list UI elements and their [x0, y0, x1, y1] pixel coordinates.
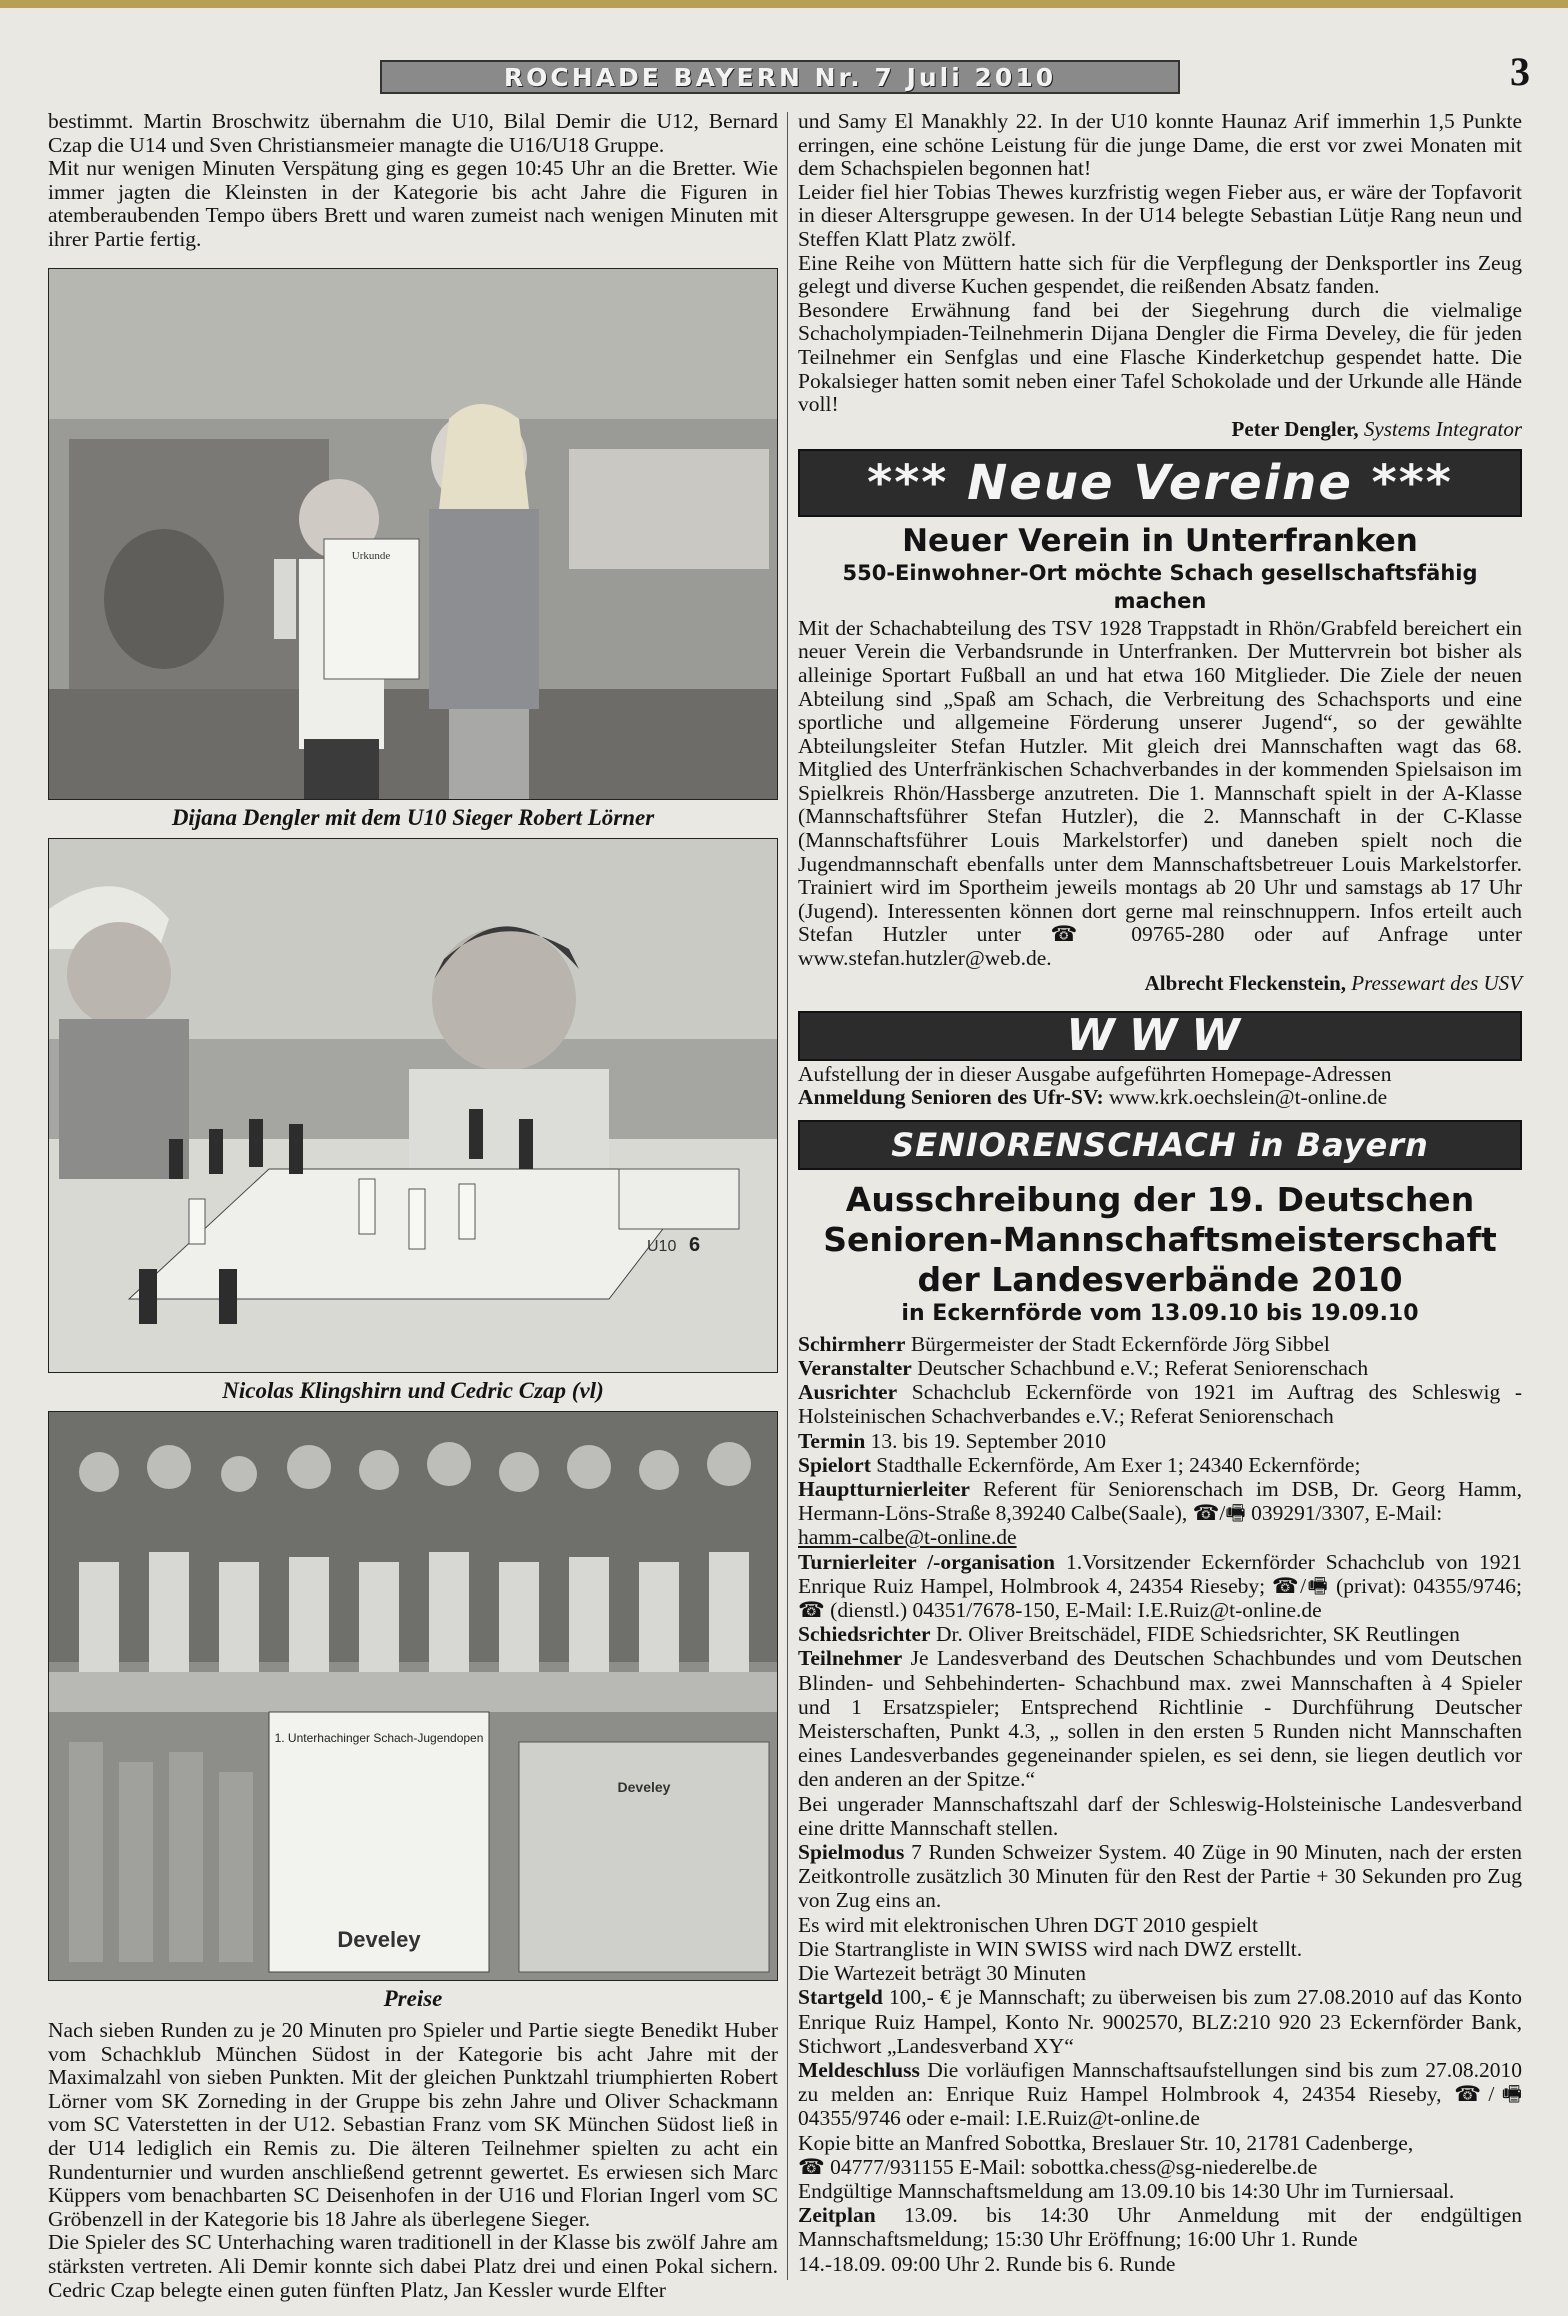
detail-item: [798, 1429, 1522, 1453]
detail-text: Bürgermeister der Stadt Eckernförde Jörg Sibbel: [910, 1331, 1330, 1356]
detail-text: 100,- € je Mannschaft; zu überweisen bis zum 27.08.2010 auf das Konto Enrique Ruiz Hampel, Konto Nr. 9002570, BLZ:210 920 23 Eckernförder Bank, Stichwort „Landesverband XY“: [798, 1985, 1523, 2058]
ausschreibung-title: [798, 1180, 1522, 1300]
paragraph: Eine Reihe von Müttern hatte sich für die Verpflegung der Denksportler ins Zeug gelegt und diverse Kuchen gespendet, die reißenden Absatz fanden.: [798, 250, 1522, 299]
detail-text: Je Landesverband des Deutschen Schachbundes und vom Deutschen Blinden- und Sehbehinderten- Schachbund max. zwei Mannschaften à 4 Spieler und 1 Ersatzspieler; Entsprechend Richtlinie - Durchführung Deutscher Meisterschaften, Punkt 4.3, „ sollen in den ersten 5 Runden nicht Mannschaften eines Landesverbandes gegeneinander spielen, es sei denn, sie liegen deutlich vor den anderen an der Spitze.“: [798, 1646, 1523, 1792]
detail-item: [798, 2131, 1522, 2155]
detail-item: [798, 1477, 1522, 1525]
detail-text: 14.-18.09. 09:00 Uhr 2. Runde bis 6. Runde: [798, 2251, 1176, 2276]
photo-chess-players-image: [49, 839, 778, 1373]
masthead: ROCHADE BAYERN Nr. 7 Juli 2010: [380, 60, 1180, 94]
author-name: Albrecht Fleckenstein,: [1144, 970, 1347, 995]
detail-text: 1.Vorsitzender Eckernförder Schachclub von 1921 Enrique Ruiz Hampel, Holmbrook 4, 24354 Rieseby; ☎/🖷 (privat): 04355/9746; ☎ (dienstl.) 04351/7678-150, E-Mail: I.E.Ruiz@t-online.de: [798, 1549, 1522, 1623]
author-name: Peter Dengler,: [1231, 416, 1359, 441]
www-entry-label: Anmeldung Senioren des Ufr-SV:: [798, 1085, 1104, 1110]
detail-label: Schirmherr: [798, 1331, 906, 1356]
detail-label: Ausrichter: [798, 1380, 898, 1405]
page-edge: [0, 0, 1568, 8]
author-role: Pressewart des USV: [1351, 970, 1522, 995]
detail-item: [798, 1525, 1522, 1549]
column-divider: [787, 112, 788, 2280]
detail-item: [798, 1356, 1522, 1380]
author-signature: [798, 417, 1522, 441]
table-sign: 6: [689, 1234, 701, 1256]
paragraph: Besondere Erwähnung fand bei der Siegehrung durch die vielmalige Schacholympiaden-Teilnehmerin Dijana Dengler die Firma Develey, die für jeden Teilnehmer ein Senfglas und eine Flasche Kinderketchup gespendet hatte. Die Pokalsieger hatten somit neben einer Tafel Schokolade und der Urkunde alle Hände voll!: [798, 297, 1522, 417]
paragraph: Leider fiel hier Tobias Thewes kurzfristig wegen Fieber aus, er wäre der Topfavorit in dieser Altersgruppe gewesen. In der U14 belegte Sebastian Lütje Rang neun und Steffen Klatt Platz zwölf.: [798, 179, 1522, 251]
paragraph: bestimmt. Martin Broschwitz übernahm die U10, Bilal Demir die U12, Bernard Czap die U14 und Sven Christiansmeier managte die U16/U18 Gruppe.: [48, 109, 778, 157]
paragraph: Nach sieben Runden zu je 20 Minuten pro Spieler und Partie siegte Benedikt Huber vom Schachklub München Südost in der Kategorie bis acht Jahre mit der Maximalzahl von sieben Punkten. Mit der gleichen Punktzahl triumphierten Robert Lörner vom SK Zorneding in der Gruppe bis zehn Jahre und Oliver Schackmann vom SC Vaterstetten in der U12. Sebastian Franz vom SK München Südost ließ in der U14 lediglich ein Remis zu. Die älteren Teilnehmer spielten zu acht ein Rundenturnier und wurden anschließend getrennt gewertet. Es erwiesen sich Marc Küppers vom benachbarten SC Deisenhofen in der U16 und Florian Ingerl vom SC Gröbenzell in der Kategorie bis 18 Jahre als überlegene Sieger.: [48, 2018, 778, 2231]
detail-label: Hauptturnierleiter: [798, 1477, 970, 1502]
poster-title: 1. Unterhachinger Schach-Jugendopen: [274, 1731, 484, 1745]
detail-text: 7 Runden Schweizer System. 40 Züge in 90 Minuten, nach der ersten Zeitkontrolle zusätzlich 30 Minuten für den Rest der Partie + 30 Sekunden pro Zug von Zug eins an.: [798, 1840, 1523, 1913]
detail-label: Zeitplan: [798, 2203, 876, 2228]
detail-text: Kopie bitte an Manfred Sobottka, Breslauer Str. 10, 21781 Cadenberge,: [798, 2130, 1414, 2155]
detail-label: Veranstalter: [798, 1356, 912, 1381]
detail-item: [798, 1332, 1522, 1356]
detail-text: Dr. Oliver Breitschädel, FIDE Schiedsrichter, SK Reutlingen: [935, 1622, 1460, 1647]
www-entry-url: www.krk.oechslein@t-online.de: [1109, 1085, 1388, 1110]
photo-award-ceremony-image: [49, 269, 778, 800]
detail-item: [798, 2252, 1522, 2276]
detail-item: [798, 1453, 1522, 1477]
detail-item: [798, 1985, 1522, 2058]
www-section: [798, 1063, 1522, 1110]
vereine-text: Mit der Schachabteilung des TSV 1928 Trappstadt in Rhön/Grabfeld bereichert ein neuer Verein die Verbandsrunde in Unterfranken. Der Muttervrein bot bisher als alleinige Sportart Fußball an und hat etwa 160 Mitglieder. Die Ziele der neuen Abteilung sind „Spaß am Schach, die Verbreitung des Schachsports und eine sportliche und allgemeine Förderung unserer Jugend“, so der gewählte Abteilungsleiter Stefan Hutzler. Mit gleich drei Mannschaften wagt das 68. Mitglied des Unterfränkischen Schachverbandes in der kommenden Spielsaison im Spielkreis Rhön/Hassberge anzutreten. Die 1. Mannschaft spielt in der A-Klasse (Mannschaftsführer Stefan Hutzler), die 2. Mannschaft in der C-Klasse (Mannschaftsführer Louis Markelstorfer) und daneben spielt noch die Jugendmannschaft ebenfalls unter dem Mannschaftsbetreuer Louis Markelstorfer. Trainiert wird im Sportheim jeweils montags ab 20 Uhr und samstags ab 17 Uhr (Jugend). Interessenten können dort gerne mal reinschnuppern. Infos erteilt auch Stefan Hutzler unter: [798, 615, 1522, 947]
detail-text: Die Startrangliste in WIN SWISS wird nach DWZ erstellt.: [798, 1936, 1303, 1961]
ausschreibung-subtitle: in Eckernförde vom 13.09.10 bis 19.09.10: [901, 1300, 1419, 1326]
detail-text: Schachclub Eckernförde von 1921 im Auftrag des Schleswig - Holsteinischen Schachverbandes e.V.; Referat Seniorenschach: [798, 1380, 1523, 1429]
sponsor-logo: Develey: [337, 1927, 421, 1952]
left-column: [48, 110, 778, 2302]
board-label: U10: [647, 1238, 677, 1255]
detail-label: Spielort: [798, 1452, 871, 1477]
detail-item: [798, 2203, 1522, 2251]
right-column: [798, 110, 1522, 2276]
detail-item: [798, 1961, 1522, 1985]
title-line: Senioren-Mannschaftsmeisterschaft: [823, 1219, 1497, 1259]
author-role: Systems Integrator: [1363, 416, 1522, 441]
detail-text: Bei ungerader Mannschaftszahl darf der Schleswig-Holsteinische Landesverband eine dritte Mannschaft stellen.: [798, 1791, 1522, 1840]
paragraph: und Samy El Manakhly 22. In der U10 konnte Haunaz Arif immerhin 1,5 Punkte erringen, eine schöne Leistung für die junge Dame, die erst vor zwei Monaten mit dem Schachspielen begonnen hat!: [798, 109, 1522, 181]
paragraph: Die Spieler des SC Unterhaching waren traditionell in der Klasse bis zwölf Jahre am stärksten vertreten. Ali Demir konnte sich dabei Platz drei und einen Pokal sichern. Cedric Czap belegte einen guten fünften Platz, Jan Kessler wurde Elfter: [48, 2230, 778, 2302]
paragraph: Mit nur wenigen Minuten Verspätung ging es gegen 10:45 Uhr an die Bretter. Wie immer jagten die Kleinsten in der Kategorie bis acht Jahre die Figuren in atemberaubenden Tempo übers Brett und waren zumeist nach wenigen Minuten mit ihrer Partie fertig.: [48, 156, 778, 251]
detail-text: ☎ 04777/931155 E-Mail: sobottka.chess@sg-niederelbe.de: [798, 2154, 1318, 2179]
article-subheadline: 550-Einwohner-Ort möchte Schach gesellschaftsfähig machen: [842, 560, 1478, 613]
detail-text: Es wird mit elektronischen Uhren DGT 2010 gespielt: [798, 1912, 1258, 1937]
detail-text: Deutscher Schachbund e.V.; Referat Seniorenschach: [917, 1356, 1369, 1381]
left-body: [48, 2019, 778, 2302]
section-banner-neue-vereine: *** Neue Vereine ***: [798, 449, 1522, 517]
phone-icon: ☎: [1050, 922, 1102, 947]
photo-caption: Nicolas Klingshirn und Cedric Czap (vl): [222, 1378, 604, 1403]
detail-label: Teilnehmer: [798, 1646, 903, 1671]
section-banner-www: WWW: [798, 1011, 1522, 1061]
ausschreibung-details: [798, 1332, 1522, 2276]
detail-label: Meldeschluss: [798, 2057, 920, 2082]
detail-item: [798, 1646, 1522, 1791]
detail-text: Referent für Seniorenschach im DSB, Dr. Georg Hamm, Hermann-Löns-Straße 8,39240 Calbe(Saale), ☎/🖷 039291/3307, E-Mail:: [798, 1477, 1523, 1526]
vereine-article: [798, 617, 1522, 971]
title-line: der Landesverbände 2010: [917, 1259, 1403, 1299]
left-intro: [48, 110, 778, 262]
detail-label: Spielmodus: [798, 1840, 905, 1865]
detail-item: [798, 2155, 1522, 2179]
detail-item: [798, 1913, 1522, 1937]
page-number: 3: [1510, 49, 1530, 94]
detail-item: [798, 1550, 1522, 1623]
photo-caption: Dijana Dengler mit dem U10 Sieger Robert Lörner: [171, 805, 655, 830]
photo-chess-players: [48, 838, 778, 1373]
article-headline: Neuer Verein in Unterfranken: [902, 522, 1418, 559]
certificate-label: Urkunde: [351, 550, 391, 562]
detail-label: Schiedsrichter: [798, 1622, 931, 1647]
photo-award-ceremony: [48, 268, 778, 800]
detail-text: Endgültige Mannschaftsmeldung am 13.09.10 bis 14:30 Uhr im Turniersaal.: [798, 2178, 1455, 2203]
detail-text: 13.09. bis 14:30 Uhr Anmeldung mit der endgültigen Mannschaftsmeldung; 15:30 Uhr Eröffnung; 16:00 Uhr 1. Runde: [798, 2203, 1522, 2252]
box-label: Develey: [617, 1779, 671, 1795]
right-intro: [798, 110, 1522, 417]
detail-item: [798, 1792, 1522, 1840]
detail-item: [798, 2058, 1522, 2131]
detail-item: [798, 2179, 1522, 2203]
detail-label: Termin: [798, 1428, 866, 1453]
detail-text: Die vorläufigen Mannschaftsaufstellungen sind bis zum 27.08.2010 zu melden an: Enrique Ruiz Hampel Holmbrook 4, 24354 Rieseby, ☎/🖷 04355/9746 oder e-mail: I.E.Ruiz@t-online.de: [798, 2057, 1522, 2131]
detail-item: [798, 1840, 1522, 1913]
vereine-contact: 09765-280 oder auf Anfrage unter www.stefan.hutzler@web.de.: [798, 922, 1522, 971]
section-banner-seniorenschach: SENIORENSCHACH in Bayern: [798, 1120, 1522, 1170]
photo-prizes: [48, 1411, 778, 1981]
detail-item: [798, 1622, 1522, 1646]
detail-label: Startgeld: [798, 1985, 883, 2010]
detail-text: Stadthalle Eckernförde, Am Exer 1; 24340 Eckernförde;: [876, 1452, 1361, 1477]
photo-prizes-image: [49, 1412, 778, 1981]
detail-text: Die Wartezeit beträgt 30 Minuten: [798, 1961, 1087, 1986]
detail-text: 13. bis 19. September 2010: [870, 1428, 1106, 1453]
detail-label: Turnierleiter /-organisation: [798, 1549, 1056, 1574]
www-description: Aufstellung der in dieser Ausgabe aufgeführten Homepage-Adressen: [798, 1061, 1392, 1086]
title-line: Ausschreibung der 19. Deutschen: [845, 1179, 1475, 1219]
www-entry: [798, 1086, 1522, 1110]
email-link[interactable]: hamm-calbe@t-online.de: [798, 1525, 1017, 1550]
photo-caption: Preise: [383, 1986, 443, 2011]
detail-item: [798, 1937, 1522, 1961]
author-signature: [798, 971, 1522, 995]
detail-item: [798, 1380, 1522, 1428]
